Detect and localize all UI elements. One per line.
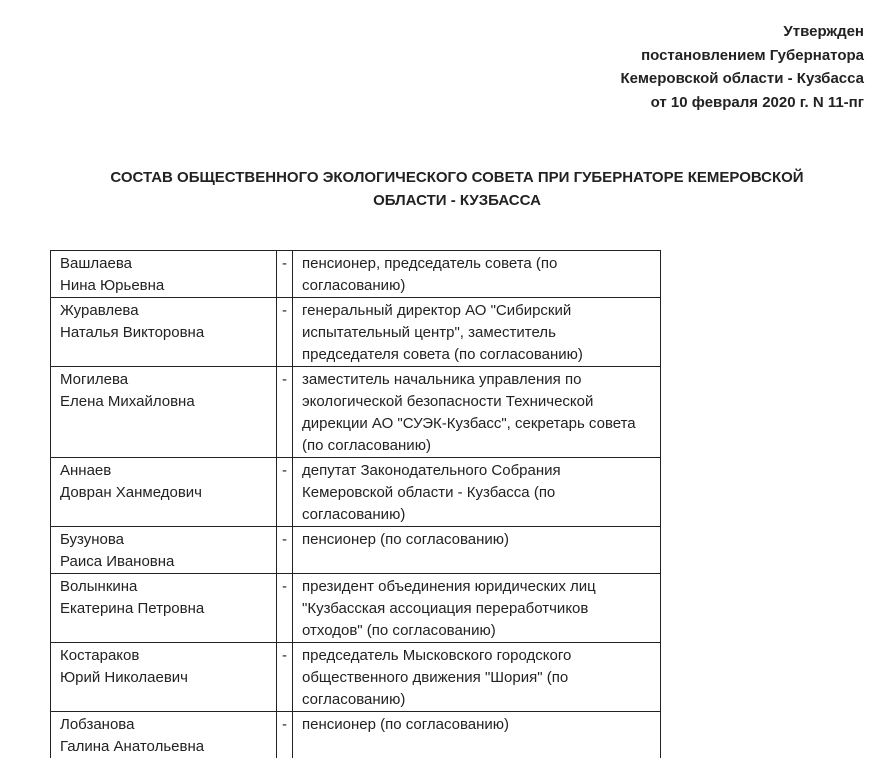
member-given-name: Юрий Николаевич: [60, 667, 267, 689]
approval-line: от 10 февраля 2020 г. N 11-пг: [621, 91, 864, 115]
member-surname: Вашлаева: [60, 253, 267, 275]
member-role: заместитель начальника управления по экологической безопасности Технической дирекции АО "СУЭК-Кузбасс", секретарь совета (по согласованию): [293, 367, 661, 458]
member-role: президент объединения юридических лиц "Кузбасская ассоциация переработчиков отходов" (по согласованию): [293, 574, 661, 643]
member-given-name: Галина Анатольевна: [60, 736, 267, 758]
separator-cell: -: [277, 458, 293, 527]
approval-line: Кемеровской области - Кузбасса: [621, 67, 864, 91]
member-name-cell: [51, 574, 277, 643]
member-role: пенсионер (по согласованию): [293, 527, 661, 574]
approval-stamp: [621, 20, 864, 114]
separator-cell: -: [277, 251, 293, 298]
document-title: [0, 166, 871, 212]
member-name-cell: [51, 643, 277, 712]
separator-cell: -: [277, 574, 293, 643]
member-name-cell: [51, 298, 277, 367]
member-name-cell: [51, 367, 277, 458]
title-line: ОБЛАСТИ - КУЗБАССА: [0, 189, 871, 212]
separator-cell: -: [277, 298, 293, 367]
member-given-name: Раиса Ивановна: [60, 551, 267, 573]
member-surname: Бузунова: [60, 529, 267, 551]
member-role: депутат Законодательного Собрания Кемеровской области - Кузбасса (по согласованию): [293, 458, 661, 527]
member-role: председатель Мысковского городского общественного движения "Шория" (по согласованию): [293, 643, 661, 712]
member-name-cell: [51, 251, 277, 298]
separator-cell: -: [277, 367, 293, 458]
member-name-cell: [51, 712, 277, 758]
member-given-name: Наталья Викторовна: [60, 322, 267, 344]
table-row: [51, 298, 661, 367]
separator-cell: -: [277, 712, 293, 758]
member-given-name: Екатерина Петровна: [60, 598, 267, 620]
member-surname: Костараков: [60, 645, 267, 667]
member-role: пенсионер, председатель совета (по согласованию): [293, 251, 661, 298]
table-row: [51, 712, 661, 758]
separator-cell: -: [277, 527, 293, 574]
table-row: [51, 367, 661, 458]
approval-line: постановлением Губернатора: [621, 44, 864, 68]
approval-line: Утвержден: [621, 20, 864, 44]
table-row: [51, 527, 661, 574]
table-row: [51, 574, 661, 643]
table-row: [51, 458, 661, 527]
member-given-name: Елена Михайловна: [60, 391, 267, 413]
member-name-cell: [51, 458, 277, 527]
member-surname: Волынкина: [60, 576, 267, 598]
table-row: [51, 251, 661, 298]
member-name-cell: [51, 527, 277, 574]
member-given-name: Довран Ханмедович: [60, 482, 267, 504]
member-surname: Журавлева: [60, 300, 267, 322]
member-role: пенсионер (по согласованию): [293, 712, 661, 758]
separator-cell: -: [277, 643, 293, 712]
member-role: генеральный директор АО "Сибирский испытательный центр", заместитель председателя совета (по согласованию): [293, 298, 661, 367]
member-surname: Аннаев: [60, 460, 267, 482]
title-line: СОСТАВ ОБЩЕСТВЕННОГО ЭКОЛОГИЧЕСКОГО СОВЕТА ПРИ ГУБЕРНАТОРЕ КЕМЕРОВСКОЙ: [0, 166, 871, 189]
member-surname: Лобзанова: [60, 714, 267, 736]
member-surname: Могилева: [60, 369, 267, 391]
member-given-name: Нина Юрьевна: [60, 275, 267, 297]
members-table: [50, 250, 661, 758]
table-row: [51, 643, 661, 712]
